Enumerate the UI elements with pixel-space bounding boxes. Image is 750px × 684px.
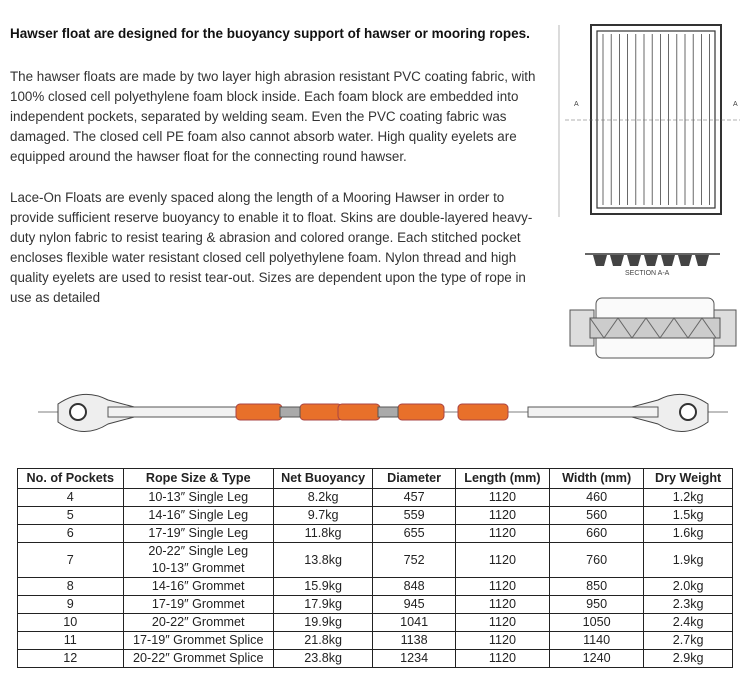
column-header: Rope Size & Type	[123, 469, 273, 489]
table-row	[18, 525, 733, 543]
section-marker-left: A	[574, 101, 579, 108]
table-cell: 1240	[549, 650, 643, 668]
table-cell: 1120	[455, 650, 549, 668]
table-cell: 1120	[455, 614, 549, 632]
table-cell: 10	[18, 614, 124, 632]
table-cell: 559	[373, 507, 456, 525]
table-cell: 7	[18, 543, 124, 578]
table-cell: 2.3kg	[644, 596, 733, 614]
table-cell: 1.6kg	[644, 525, 733, 543]
table-row	[18, 507, 733, 525]
table-cell: 848	[373, 578, 456, 596]
table-cell: 945	[373, 596, 456, 614]
table-cell: 460	[549, 489, 643, 507]
column-header: Length (mm)	[455, 469, 549, 489]
orange-floats	[236, 404, 508, 420]
table-row	[18, 596, 733, 614]
table-cell: 23.8kg	[273, 650, 372, 668]
section-marker-right: A	[733, 101, 738, 108]
table-cell: 2.0kg	[644, 578, 733, 596]
table-row	[18, 578, 733, 596]
table-cell: 14-16″ Grommet	[123, 578, 273, 596]
orange-float	[300, 404, 342, 420]
table-cell: 9.7kg	[273, 507, 372, 525]
description-paragraph-2: Lace-On Floats are evenly spaced along the length of a Mooring Hawser in order to provide sufficient reserve buoyancy to enable it to float. Skins are double-layered heavy-duty nylon fabric to resist tearing & abrasion and colored orange. Each stitched pocket encloses flexible water resistant closed cell polyethylene foam. Nylon thread and high quality eyelets are used to resist tear-out. Sizes are dependent upon the type of rope in use as detailed	[10, 190, 533, 305]
table-cell: 8	[18, 578, 124, 596]
table-cell: 17.9kg	[273, 596, 372, 614]
hawser-assembly-drawing	[38, 382, 728, 448]
section-pocket	[593, 255, 607, 266]
column-header: Diameter	[373, 469, 456, 489]
table-cell: 4	[18, 489, 124, 507]
table-cell: 1120	[455, 489, 549, 507]
table-row	[18, 614, 733, 632]
float-plan-drawing	[555, 20, 745, 220]
column-header: Dry Weight	[644, 469, 733, 489]
table-cell: 6	[18, 525, 124, 543]
section-pocket	[644, 255, 658, 266]
section-pocket	[678, 255, 692, 266]
table-cell: 11.8kg	[273, 525, 372, 543]
table-cell: 19.9kg	[273, 614, 372, 632]
rope-detail-drawing	[568, 292, 738, 364]
table-cell: 2.9kg	[644, 650, 733, 668]
table-cell: 2.7kg	[644, 632, 733, 650]
description-paragraph-1: The hawser floats are made by two layer high abrasion resistant PVC coating fabric, with 100% closed cell polyethylene foam block inside. Each foam block are embedded into independent pockets, separated by welding seam. Even the PVC coating fabric was damaged. The closed cell PE foam also cannot absorb water. High quality eyelets are equipped around the hawser float for the connecting round hawser.	[10, 69, 536, 164]
table-cell: 1.2kg	[644, 489, 733, 507]
section-label: SECTION A-A	[625, 270, 670, 277]
table-cell: 1120	[455, 543, 549, 578]
section-pocket	[610, 255, 624, 266]
column-header: Net Buoyancy	[273, 469, 372, 489]
table-cell: 5	[18, 507, 124, 525]
table-cell: 11	[18, 632, 124, 650]
table-cell-line: 10-13″ Grommet	[151, 561, 245, 575]
specification-table	[17, 468, 733, 668]
table-cell: 457	[373, 489, 456, 507]
table-cell: 1120	[455, 578, 549, 596]
table-cell: 17-19″ Grommet Splice	[123, 632, 273, 650]
table-cell: 20-22″ Grommet	[123, 614, 273, 632]
table-cell: 1234	[373, 650, 456, 668]
column-header: Width (mm)	[549, 469, 643, 489]
table-cell: 17-19″ Grommet	[123, 596, 273, 614]
column-header: No. of Pockets	[18, 469, 124, 489]
page-heading: Hawser float are designed for the buoyancy support of hawser or mooring ropes.	[10, 26, 530, 41]
table-cell: 950	[549, 596, 643, 614]
table-cell-line: 20-22″ Single Leg	[148, 544, 249, 558]
table-cell: 2.4kg	[644, 614, 733, 632]
section-view-drawing	[585, 252, 725, 282]
table-cell: 1041	[373, 614, 456, 632]
table-cell	[123, 543, 273, 578]
orange-float	[398, 404, 444, 420]
table-cell: 14-16″ Single Leg	[123, 507, 273, 525]
table-cell: 1.9kg	[644, 543, 733, 578]
table-cell: 850	[549, 578, 643, 596]
table-cell: 1120	[455, 632, 549, 650]
table-cell: 20-22″ Grommet Splice	[123, 650, 273, 668]
table-cell: 12	[18, 650, 124, 668]
table-row	[18, 543, 733, 578]
table-cell: 1.5kg	[644, 507, 733, 525]
table-cell: 560	[549, 507, 643, 525]
orange-float	[458, 404, 508, 420]
table-cell: 15.9kg	[273, 578, 372, 596]
table-cell: 1138	[373, 632, 456, 650]
table-cell: 1140	[549, 632, 643, 650]
table-cell: 10-13″ Single Leg	[123, 489, 273, 507]
table-cell: 13.8kg	[273, 543, 372, 578]
orange-float	[338, 404, 380, 420]
table-cell: 1120	[455, 525, 549, 543]
table-cell: 752	[373, 543, 456, 578]
table-row	[18, 650, 733, 668]
section-pocket	[661, 255, 675, 266]
table-cell: 655	[373, 525, 456, 543]
table-cell: 760	[549, 543, 643, 578]
table-cell: 660	[549, 525, 643, 543]
orange-float	[236, 404, 282, 420]
table-row	[18, 489, 733, 507]
table-cell: 1050	[549, 614, 643, 632]
section-pocket	[695, 255, 709, 266]
table-cell: 1120	[455, 507, 549, 525]
section-pocket	[627, 255, 641, 266]
table-cell: 8.2kg	[273, 489, 372, 507]
table-cell: 9	[18, 596, 124, 614]
table-row	[18, 632, 733, 650]
table-cell: 17-19″ Single Leg	[123, 525, 273, 543]
table-cell: 1120	[455, 596, 549, 614]
table-cell: 21.8kg	[273, 632, 372, 650]
